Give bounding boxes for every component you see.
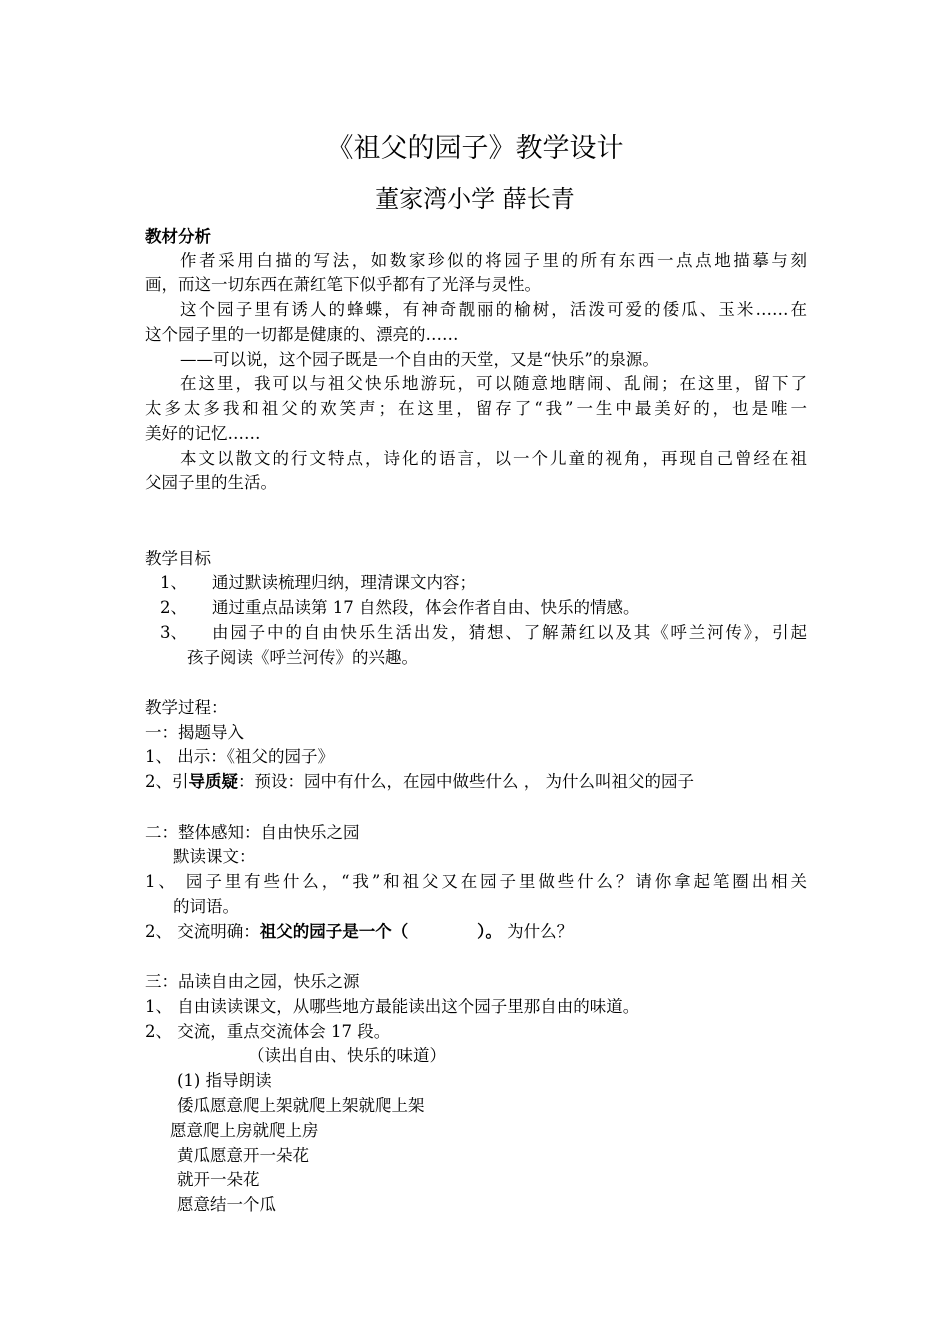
analysis-line: 父园子里的生活。: [145, 473, 277, 492]
part2-item-continued: 的词语。: [173, 897, 239, 916]
part2-item-rest: 为什么？: [501, 922, 574, 941]
part2-item: [145, 921, 573, 943]
goal-number: 2、: [160, 598, 187, 617]
part2-item-bold: 祖父的园子是一个（ ）。: [259, 922, 502, 941]
part2-item-prefix: 2、 交流明确：: [145, 922, 260, 941]
analysis-line: 本文以散文的行文特点，诗化的语言，以一个儿童的视角，再现自己曾经在祖: [180, 449, 807, 468]
goal-number: 1、: [160, 573, 187, 592]
analysis-line: ——可以说，这个园子既是一个自由的天堂，又是“快乐”的泉源。: [180, 350, 659, 369]
document-title: 《祖父的园子》教学设计: [326, 133, 624, 164]
part2-heading: 二：整体感知：自由快乐之园: [145, 823, 360, 842]
goal-number: 3、: [160, 623, 187, 642]
goal-text: 通过重点品读第 17 自然段，体会作者自由、快乐的情感。: [212, 598, 640, 617]
goal-text: 由园子中的自由快乐生活出发，猜想、了解萧红以及其《呼兰河传》，引起: [212, 623, 807, 642]
analysis-line: 画，而这一切东西在萧红笔下似乎都有了光泽与灵性。: [145, 275, 541, 294]
part2-sub: 默读课文：: [173, 847, 256, 866]
goal-text: 通过默读梳理归纳，理清课文内容；: [212, 573, 476, 592]
part1-item: [145, 771, 694, 793]
part3-item: 1、 自由读读课文，从哪些地方最能读出这个园子里那自由的味道。: [145, 997, 640, 1016]
process-heading: 教学过程：: [145, 698, 228, 717]
goals-heading: 教学目标: [145, 549, 211, 568]
part1-item-rest: ：预设：园中有什么，在园中做些什么 ， 为什么叫祖父的园子: [238, 772, 694, 791]
analysis-heading: 教材分析: [145, 227, 211, 246]
part1-item-prefix: 2、引: [145, 772, 189, 791]
analysis-line: 这个园子里的一切都是健康的、漂亮的……: [145, 325, 459, 344]
author-line: 董家湾小学 薛长青: [375, 185, 575, 213]
poem-line: 就开一朵花: [177, 1170, 260, 1189]
part3-item: 2、 交流，重点交流体会 17 段。: [145, 1022, 391, 1041]
part1-heading: 一：揭题导入: [145, 723, 244, 742]
poem-line: 倭瓜愿意爬上架就爬上架就爬上架: [177, 1096, 425, 1115]
poem-line: 愿意爬上房就爬上房: [170, 1121, 319, 1140]
goal-text-continued: 孩子阅读《呼兰河传》的兴趣。: [187, 648, 418, 667]
part1-item-bold: 导质疑: [188, 772, 238, 791]
analysis-line: 作者采用白描的写法，如数家珍似的将园子里的所有东西一点点地描摹与刻: [180, 251, 807, 270]
analysis-line: 在这里，我可以与祖父快乐地游玩，可以随意地瞎闹、乱闹；在这里，留下了: [180, 374, 807, 393]
part1-item: 1、 出示：《祖父的园子》: [145, 747, 334, 766]
part2-item: 1、 园子里有些什么，“我”和祖父又在园子里做些什么？请你拿起笔圈出相关: [145, 872, 807, 891]
part3-note: （读出自由、快乐的味道）: [248, 1046, 446, 1065]
analysis-line: 美好的记忆……: [145, 424, 261, 443]
poem-line: 愿意结一个瓜: [177, 1195, 276, 1214]
analysis-line: 太多太多我和祖父的欢笑声；在这里，留存了“我”一生中最美好的，也是唯一: [145, 399, 807, 418]
part3-heading: 三：品读自由之园，快乐之源: [145, 972, 360, 991]
analysis-line: 这个园子里有诱人的蜂蝶，有神奇靓丽的榆树，活泼可爱的倭瓜、玉米……在: [180, 300, 807, 319]
poem-line: 黄瓜愿意开一朵花: [177, 1146, 309, 1165]
part3-step: (1) 指导朗读: [177, 1071, 272, 1090]
